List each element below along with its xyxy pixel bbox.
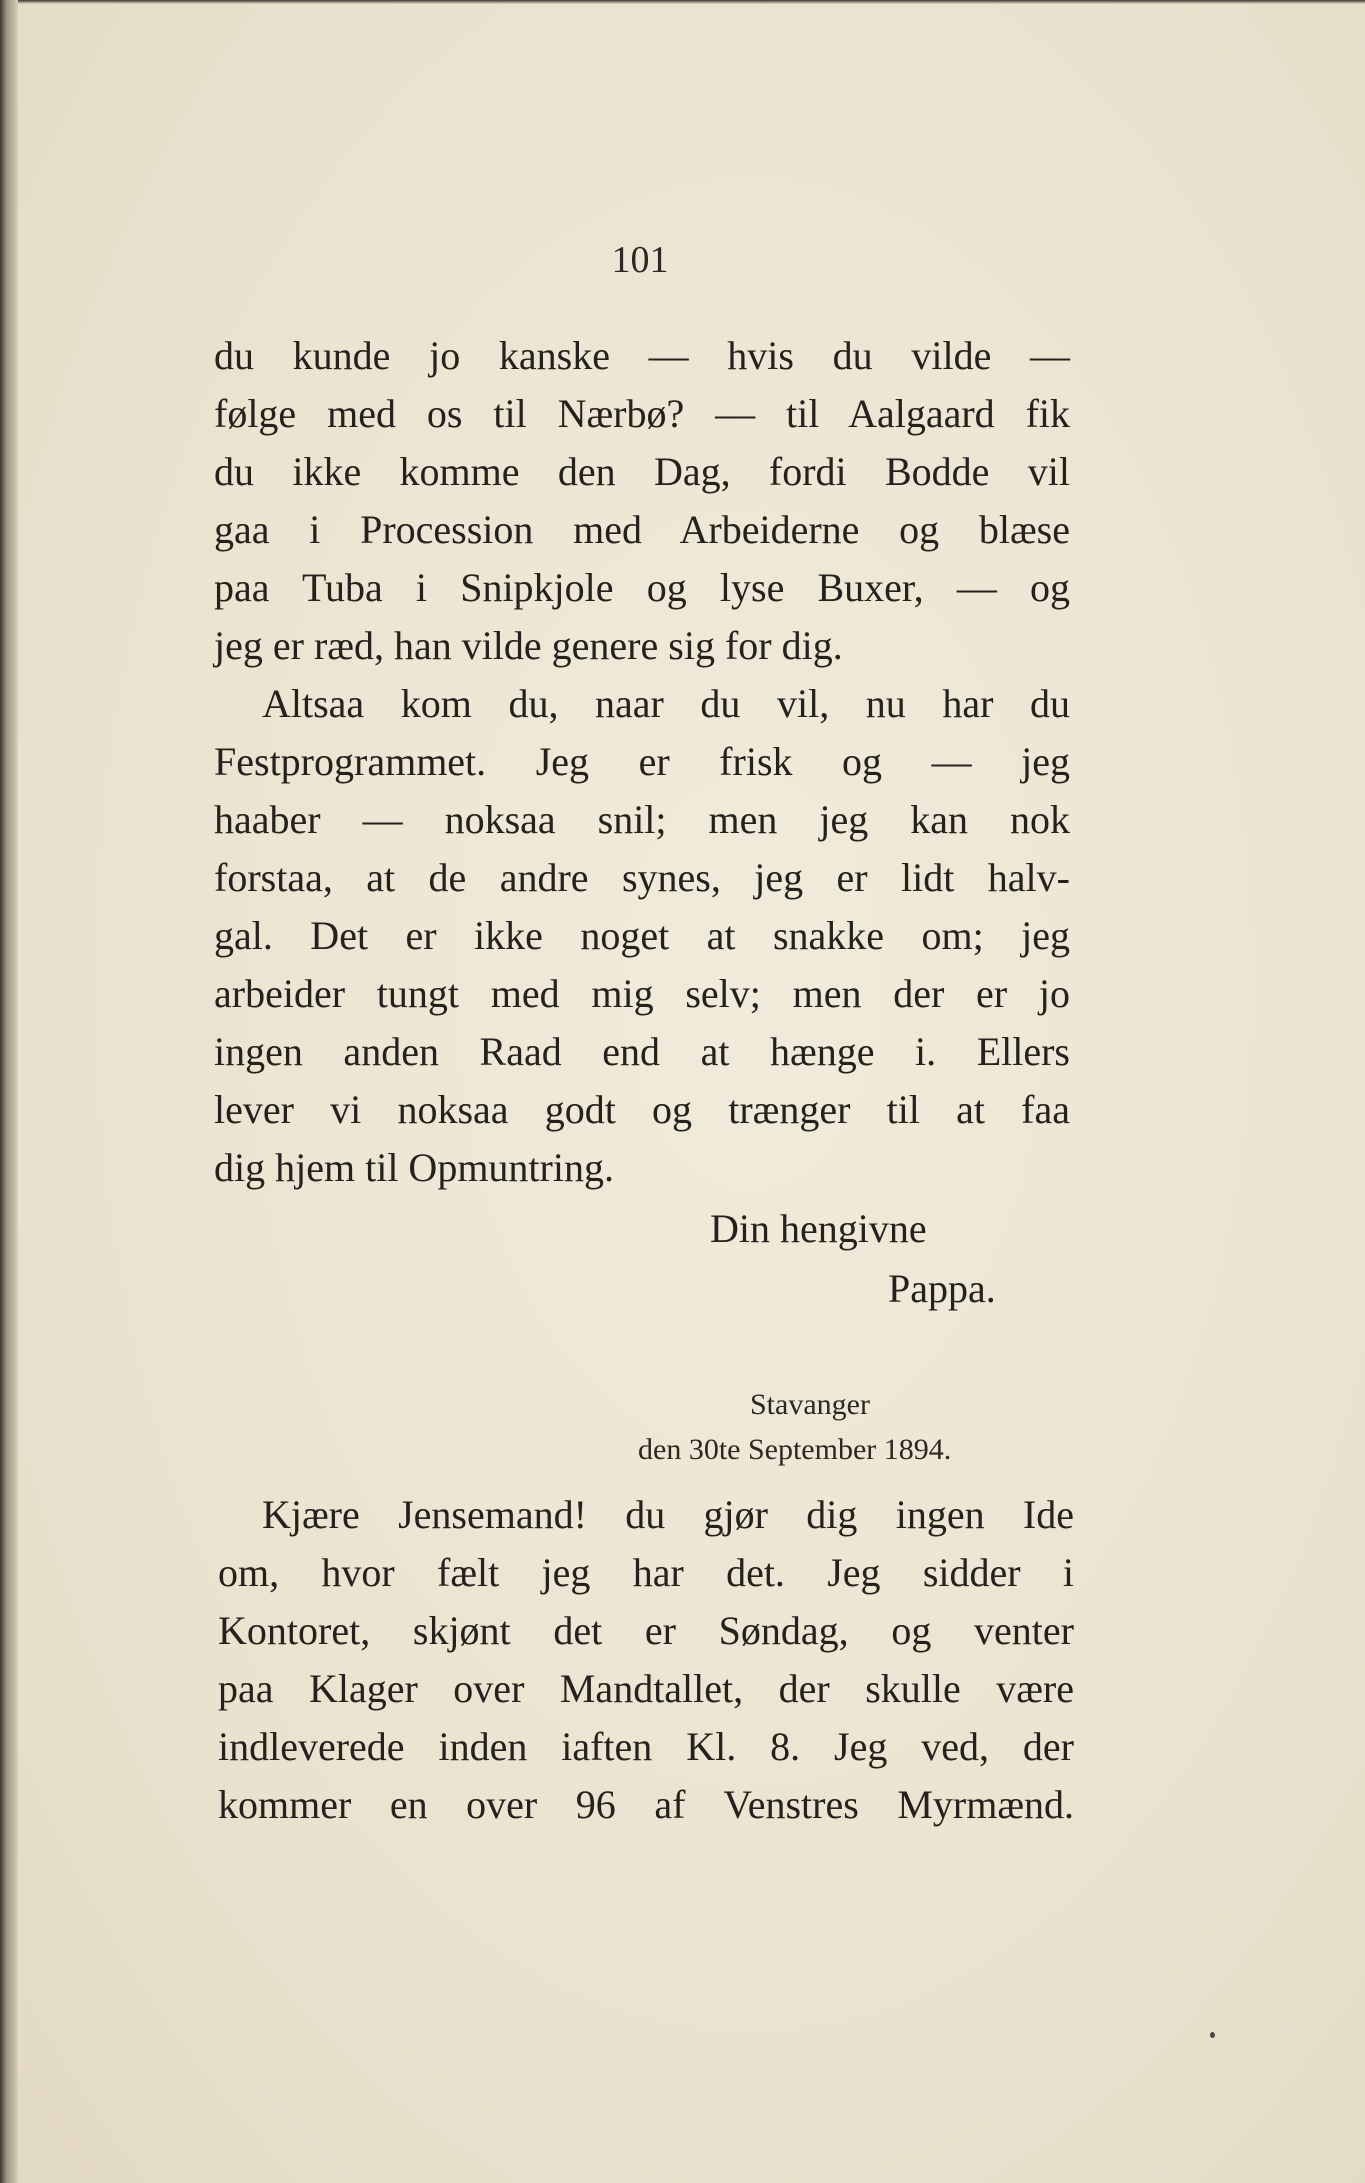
text-line: forstaa, at de andre synes, jeg er lidt halv- [214,855,1070,900]
text-line: lever vi noksaa godt og trænger til at faa [214,1087,1070,1132]
page-top-edge [0,0,1365,4]
text-line: dig hjem til Opmuntring. [214,1145,614,1190]
text-line: gaa i Procession med Arbeiderne og blæse [214,507,1070,552]
text-line: haaber — noksaa snil; men jeg kan nok [214,797,1070,842]
text-line: du kunde jo kanske — hvis du vilde — [214,333,1070,378]
text-line: jeg er ræd, han vilde genere sig for dig. [214,623,843,668]
text-line: du ikke komme den Dag, fordi Bodde vil [214,449,1070,494]
text-line: Kontoret, skjønt det er Søndag, og venter [218,1608,1074,1653]
text-line: paa Tuba i Snipkjole og lyse Buxer, — og [214,565,1070,610]
text-line: Altsaa kom du, naar du vil, nu har du [262,681,1070,726]
text-line: Kjære Jensemand! du gjør dig ingen Ide [262,1492,1074,1537]
dateline-place: Stavanger [750,1388,870,1421]
text-line: om, hvor fælt jeg har det. Jeg sidder i [218,1550,1074,1595]
text-line: indleverede inden iaften Kl. 8. Jeg ved, der [218,1724,1074,1769]
text-line: kommer en over 96 af Venstres Myrmænd. [218,1782,1074,1827]
page-number: 101 [611,239,669,281]
text-line: gal. Det er ikke noget at snakke om; jeg [214,913,1070,958]
text-line: Festprogrammet. Jeg er frisk og — jeg [214,739,1070,784]
text-line: ingen anden Raad end at hænge i. Ellers [214,1029,1070,1074]
text-line: følge med os til Nærbø? — til Aalgaard fik [214,391,1070,436]
text-line: paa Klager over Mandtallet, der skulle være [218,1666,1074,1711]
letter-closing: Din hengivne [710,1206,927,1251]
text-line: arbeider tungt med mig selv; men der er jo [214,971,1070,1016]
page-spine-shadow [0,0,18,2183]
paper-speck [1210,2032,1215,2038]
letter-signature: Pappa. [888,1266,996,1311]
dateline-date: den 30te September 1894. [638,1433,952,1466]
